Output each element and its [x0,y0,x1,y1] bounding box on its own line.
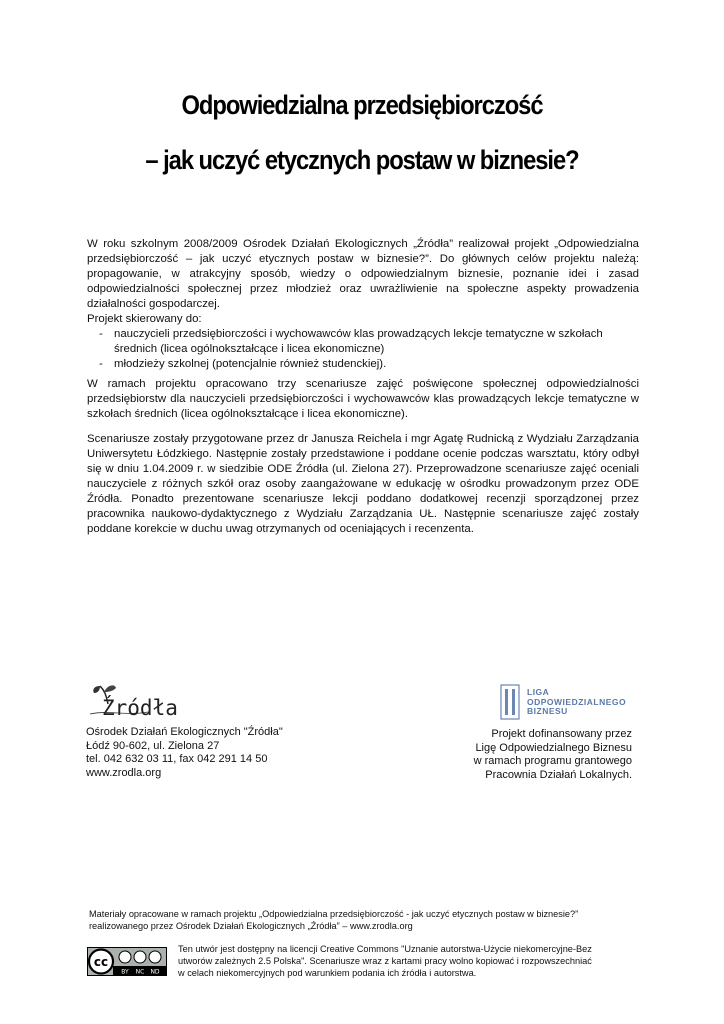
funding-line: w ramach programu grantowego [473,755,632,767]
license-line: w celach niekomercyjnych pod warunkiem podania ich źródła i autorstwa. [178,968,477,978]
footer-line: Materiały opracowane w ramach projektu „Odpowiedzialna przedsiębiorczość - jak uczyć etycznych postaw w biznesie?” [89,909,579,919]
liga-logo-line: ODPOWIEDZIALNEGO [527,696,627,707]
cc-license-badge [87,947,167,976]
org-contact [86,726,283,780]
by-icon [119,951,131,963]
license-text [178,943,638,979]
funding-line: Projekt dofinansowany przez [491,728,632,740]
org-website: www.zrodla.org [86,766,162,779]
cc-text: cc [93,955,109,969]
license-line: Ten utwór jest dostępny na licencji Creative Commons "Uznanie autorstwa-Użycie niekomercyjne-Bez [178,944,592,954]
nc-icon [134,951,146,963]
footer-line: realizowanego przez Ośrodek Działań Ekologicznych „Źródła” – www.zrodla.org [89,921,413,931]
intro-section [87,237,639,372]
list-item: - nauczycieli przedsiębiorczości i wychowawców klas prowadzących lekcje tematyczne w szkołach średnich (licea ogólnokształcące i licea ekonomiczne) [99,327,639,357]
directed-to-label: Projekt skierowany do: [87,313,202,325]
license-line: utworów zależnych 2.5 Polska". Scenariusze wraz z kartami pracy wolno kopiować i rozpowszechniać [178,956,592,966]
org-name: Ośrodek Działań Ekologicznych "Źródła" [86,726,283,738]
authors-paragraph: Scenariusze zostały przygotowane przez dr Janusza Reichela i mgr Agatę Rudnicką z Wydziału Zarządzania Uniwersytetu Łódzkiego. Następnie zostały przedstawione i poddane ocenie podczas warsztatu, który odbył się w dniu 1.04.2009 r. w siedzibie ODE Źródła (ul. Zielona 27). Przeprowadzone scenariusze zajęć oceniali nauczyciele z różnych szkół oraz osoby zaangażowane w edukację w ośrodku prowadzonym przez ODE Źródła. Ponadto prezentowane scenariusze lekcji poddano dodatkowej recenzji sporządzonej przez pracownika naukowo-dydaktycznego z Wydziału Zarządzania UŁ. Następnie scenariusze zajęć zostały poddane korekcie w duchu uwag otrzymanych od oceniających i recenzenta. [87,433,639,535]
footer-note [89,908,578,932]
list-item: - młodzieży szkolnej (potencjalnie również studenckiej). [99,357,639,372]
nc-text: NC [135,968,145,976]
intro-paragraph: W roku szkolnym 2008/2009 Ośrodek Działań Ekologicznych „Źródła” realizował projekt „Odpowiedzialna przedsiębiorczość – jak uczyć etycznych postaw w biznesie?”. Do głównych celów projektu należą: propagowanie, w atrakcyjny sposób, wiedzy o odpowiedzialnym biznesie, poznanie idei i zasad odpowiedzialności społecznej przez młodzież oraz uwrażliwienie na społeczne aspekty prowadzenia działalności gospodarczej. [87,238,639,310]
nd-text: ND [150,968,160,976]
columns-icon [497,683,523,723]
org-address: Łódź 90-602, ul. Zielona 27 [86,739,220,752]
page-title: Odpowiedzialna przedsiębiorczość [181,90,543,120]
zrodla-logo [88,680,194,720]
by-text: BY [121,968,129,976]
page-subtitle: – jak uczyć etycznych postaw w biznesie? [145,145,579,175]
scenarios-paragraph: W ramach projektu opracowano trzy scenariusze zajęć poświęcone społecznej odpowiedzialności przedsiębiorstw dla nauczycieli przedsiębiorczości i wychowawców klas prowadzących lekcje tematyczne w szkołach średnich (licea ogólnokształcące i licea ekonomiczne). [87,378,639,420]
zrodla-logo-text: Źródła [102,696,178,720]
funding-info [474,728,632,782]
funding-line: Ligę Odpowiedzialnego Biznesu [475,741,632,754]
org-phone: tel. 042 632 03 11, fax 042 291 14 50 [86,753,268,765]
liga-logo [497,683,637,723]
funding-line: Pracownia Działań Lokalnych. [485,768,632,781]
target-groups-list [99,327,639,372]
liga-logo-line: BIZNESU [527,706,568,716]
nd-icon [149,951,161,963]
liga-logo-line: LIGA [527,687,550,697]
